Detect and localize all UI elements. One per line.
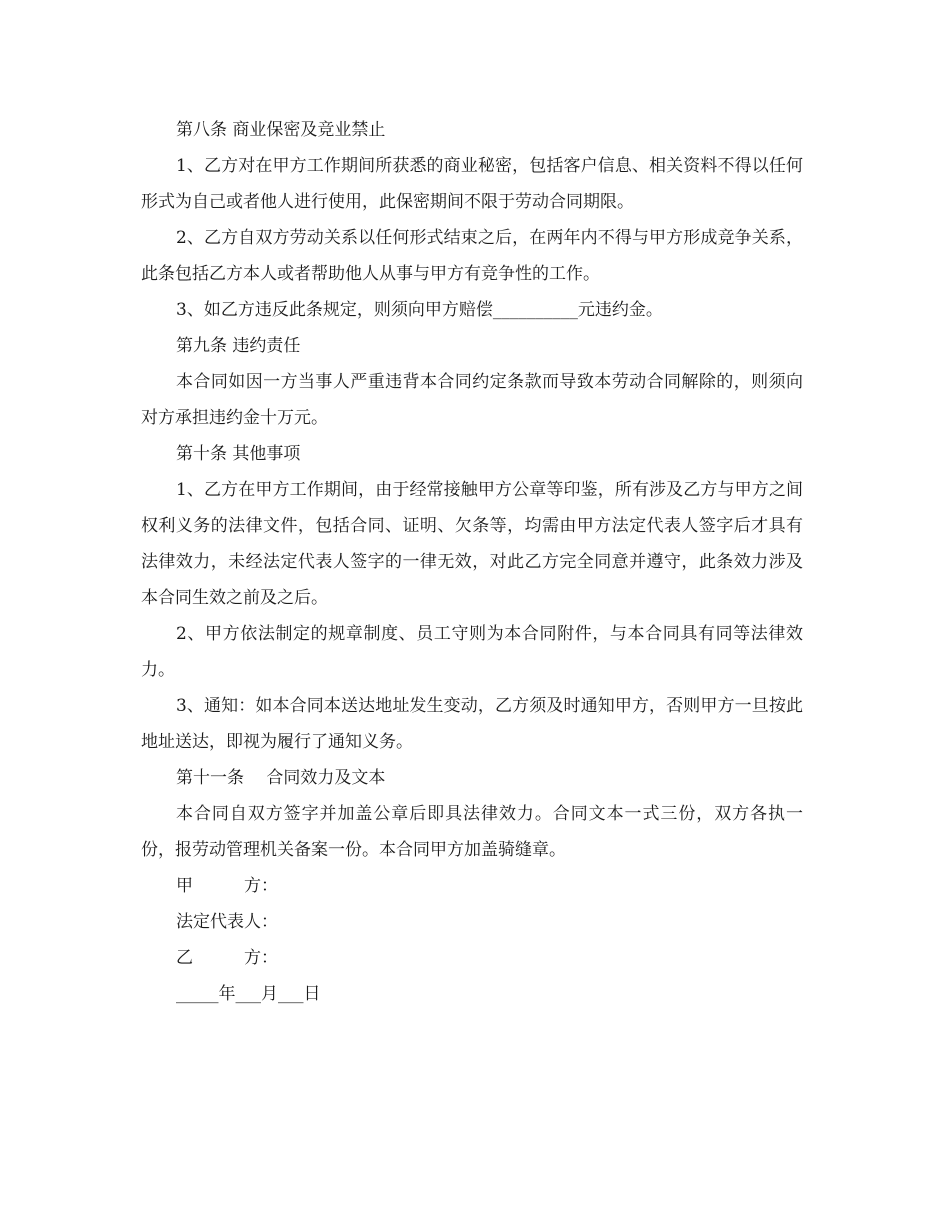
contract-page	[141, 112, 803, 1012]
section-8-clause-3: 3、如乙方违反此条规定，则须向甲方赔偿__________元违约金。	[176, 300, 663, 320]
signature-date: _____年___月___日	[176, 984, 321, 1004]
section-10-clause-3: 3、通知：如本合同本送达地址发生变动，乙方须及时通知甲方，否则甲方一旦按此地址送达，即视为履行了通知义务。	[141, 696, 803, 752]
signature-party-b: 乙 方：	[176, 948, 278, 968]
signature-legal-rep: 法定代表人：	[176, 912, 278, 932]
section-8-heading: 第八条 商业保密及竞业禁止	[176, 120, 386, 140]
section-8-clause-1: 1、乙方对在甲方工作期间所获悉的商业秘密，包括客户信息、相关资料不得以任何形式为自己或者他人进行使用，此保密期间不限于劳动合同期限。	[141, 156, 803, 212]
section-10-clause-2: 2、甲方依法制定的规章制度、员工守则为本合同附件，与本合同具有同等法律效力。	[141, 624, 803, 680]
section-9-heading: 第九条 违约责任	[176, 336, 301, 356]
section-10-heading: 第十条 其他事项	[176, 444, 301, 464]
section-8-clause-2: 2、乙方自双方劳动关系以任何形式结束之后，在两年内不得与甲方形成竞争关系，此条包括乙方本人或者帮助他人从事与甲方有竞争性的工作。	[141, 228, 803, 284]
section-10-clause-1: 1、乙方在甲方工作期间，由于经常接触甲方公章等印鉴，所有涉及乙方与甲方之间权利义务的法律文件，包括合同、证明、欠条等，均需由甲方法定代表人签字后才具有法律效力，未经法定代表人签字的一律无效，对此乙方完全同意并遵守，此条效力涉及本合同生效之前及之后。	[141, 480, 803, 608]
section-11-heading: 第十一条 合同效力及文本	[176, 768, 386, 788]
section-11-body: 本合同自双方签字并加盖公章后即具法律效力。合同文本一式三份，双方各执一份，报劳动管理机关备案一份。本合同甲方加盖骑缝章。	[141, 804, 803, 860]
section-9-body: 本合同如因一方当事人严重违背本合同约定条款而导致本劳动合同解除的，则须向对方承担违约金十万元。	[141, 372, 803, 428]
signature-party-a: 甲 方：	[176, 876, 278, 896]
